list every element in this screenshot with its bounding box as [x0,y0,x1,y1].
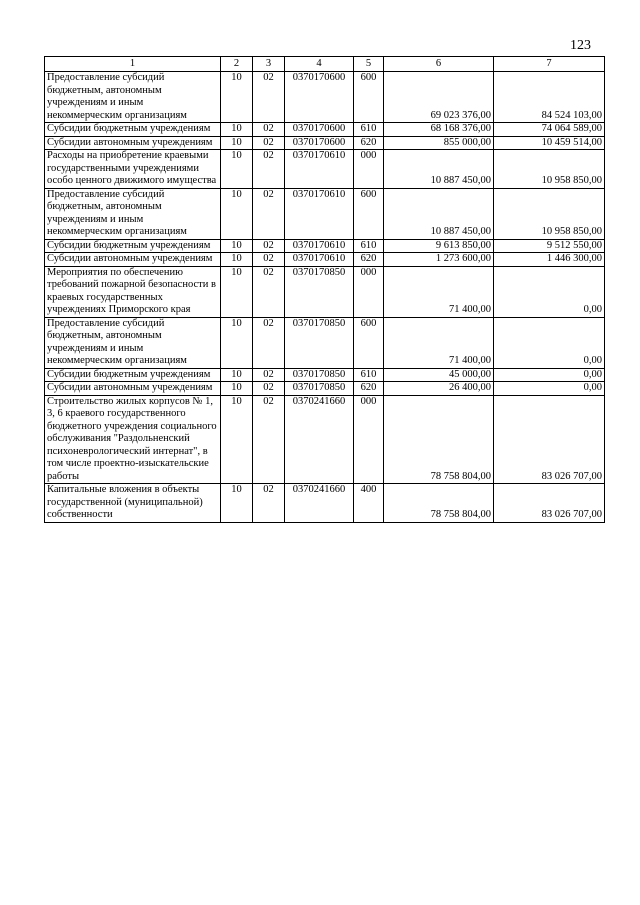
table-row [45,395,605,484]
amount-col6-cell: 78 758 804,00 [384,395,494,484]
section-cell: 10 [221,123,253,137]
expense-type-cell: 620 [354,382,384,396]
section-cell: 10 [221,253,253,267]
target-article-cell: 0370170600 [285,136,354,150]
table-row [45,317,605,368]
row-name-cell: Предоставление субсидий бюджетным, автономным учреждениям и иным некоммерческим организациям [45,188,221,239]
amount-col6-cell: 68 168 376,00 [384,123,494,137]
amount-col7-cell: 10 459 514,00 [494,136,605,150]
expense-type-cell: 620 [354,253,384,267]
target-article-cell: 0370170610 [285,253,354,267]
amount-col7-cell: 83 026 707,00 [494,484,605,523]
section-cell: 10 [221,266,253,317]
expense-type-cell: 600 [354,188,384,239]
page-number: 123 [570,38,591,53]
section-cell: 10 [221,368,253,382]
section-cell: 10 [221,136,253,150]
expense-type-cell: 600 [354,72,384,123]
table-row [45,188,605,239]
expense-type-cell: 400 [354,484,384,523]
amount-col6-cell: 71 400,00 [384,317,494,368]
subsection-cell: 02 [253,266,285,317]
subsection-cell: 02 [253,395,285,484]
header-col-5: 5 [354,57,384,72]
table-row [45,266,605,317]
row-name-cell: Субсидии автономным учреждениям [45,136,221,150]
row-name-cell: Предоставление субсидий бюджетным, автономным учреждениям и иным некоммерческим организациям [45,72,221,123]
section-cell: 10 [221,188,253,239]
header-col-6: 6 [384,57,494,72]
expense-type-cell: 000 [354,395,384,484]
target-article-cell: 0370170600 [285,123,354,137]
row-name-cell: Предоставление субсидий бюджетным, автономным учреждениям и иным некоммерческим организациям [45,317,221,368]
target-article-cell: 0370170850 [285,368,354,382]
subsection-cell: 02 [253,253,285,267]
table-row [45,239,605,253]
amount-col7-cell: 74 064 589,00 [494,123,605,137]
subsection-cell: 02 [253,188,285,239]
table-row [45,72,605,123]
subsection-cell: 02 [253,239,285,253]
subsection-cell: 02 [253,123,285,137]
row-name-cell: Субсидии бюджетным учреждениям [45,123,221,137]
amount-col7-cell: 0,00 [494,317,605,368]
subsection-cell: 02 [253,72,285,123]
amount-col7-cell: 1 446 300,00 [494,253,605,267]
section-cell: 10 [221,239,253,253]
expense-type-cell: 000 [354,150,384,189]
target-article-cell: 0370170600 [285,72,354,123]
target-article-cell: 0370170850 [285,266,354,317]
header-col-1: 1 [45,57,221,72]
section-cell: 10 [221,484,253,523]
table-row [45,136,605,150]
expense-type-cell: 610 [354,368,384,382]
target-article-cell: 0370170850 [285,382,354,396]
target-article-cell: 0370241660 [285,484,354,523]
amount-col7-cell: 0,00 [494,382,605,396]
amount-col6-cell: 9 613 850,00 [384,239,494,253]
subsection-cell: 02 [253,317,285,368]
amount-col7-cell: 10 958 850,00 [494,188,605,239]
header-col-3: 3 [253,57,285,72]
target-article-cell: 0370170610 [285,150,354,189]
subsection-cell: 02 [253,150,285,189]
budget-table [44,56,605,523]
expense-type-cell: 620 [354,136,384,150]
table-row [45,150,605,189]
amount-col7-cell: 10 958 850,00 [494,150,605,189]
row-name-cell: Капитальные вложения в объекты государственной (муниципальной) собственности [45,484,221,523]
header-col-2: 2 [221,57,253,72]
expense-type-cell: 600 [354,317,384,368]
row-name-cell: Расходы на приобретение краевыми государственными учреждениями особо ценного движимого имущества [45,150,221,189]
target-article-cell: 0370170610 [285,239,354,253]
row-name-cell: Строительство жилых корпусов № 1, 3, 6 краевого государственного бюджетного учреждения социального обслуживания "Раздольненский психоневрологический интернат", в том числе проектно-изыскательские работы [45,395,221,484]
row-name-cell: Мероприятия по обеспечению требований пожарной безопасности в краевых государственных учреждениях Приморского края [45,266,221,317]
table-row [45,368,605,382]
header-row [45,57,605,72]
header-col-7: 7 [494,57,605,72]
expense-type-cell: 610 [354,123,384,137]
row-name-cell: Субсидии бюджетным учреждениям [45,368,221,382]
table-row [45,253,605,267]
row-name-cell: Субсидии автономным учреждениям [45,253,221,267]
section-cell: 10 [221,382,253,396]
header-col-4: 4 [285,57,354,72]
amount-col7-cell: 9 512 550,00 [494,239,605,253]
section-cell: 10 [221,317,253,368]
row-name-cell: Субсидии автономным учреждениям [45,382,221,396]
amount-col7-cell: 0,00 [494,266,605,317]
table-row [45,484,605,523]
target-article-cell: 0370170850 [285,317,354,368]
amount-col6-cell: 10 887 450,00 [384,188,494,239]
amount-col6-cell: 855 000,00 [384,136,494,150]
row-name-cell: Субсидии бюджетным учреждениям [45,239,221,253]
amount-col7-cell: 84 524 103,00 [494,72,605,123]
amount-col6-cell: 26 400,00 [384,382,494,396]
subsection-cell: 02 [253,136,285,150]
subsection-cell: 02 [253,484,285,523]
amount-col6-cell: 1 273 600,00 [384,253,494,267]
section-cell: 10 [221,150,253,189]
expense-type-cell: 000 [354,266,384,317]
expense-type-cell: 610 [354,239,384,253]
amount-col6-cell: 45 000,00 [384,368,494,382]
subsection-cell: 02 [253,368,285,382]
amount-col7-cell: 0,00 [494,368,605,382]
amount-col6-cell: 78 758 804,00 [384,484,494,523]
table-row [45,382,605,396]
amount-col6-cell: 10 887 450,00 [384,150,494,189]
subsection-cell: 02 [253,382,285,396]
table-row [45,123,605,137]
section-cell: 10 [221,72,253,123]
amount-col6-cell: 71 400,00 [384,266,494,317]
section-cell: 10 [221,395,253,484]
amount-col7-cell: 83 026 707,00 [494,395,605,484]
amount-col6-cell: 69 023 376,00 [384,72,494,123]
target-article-cell: 0370170610 [285,188,354,239]
target-article-cell: 0370241660 [285,395,354,484]
